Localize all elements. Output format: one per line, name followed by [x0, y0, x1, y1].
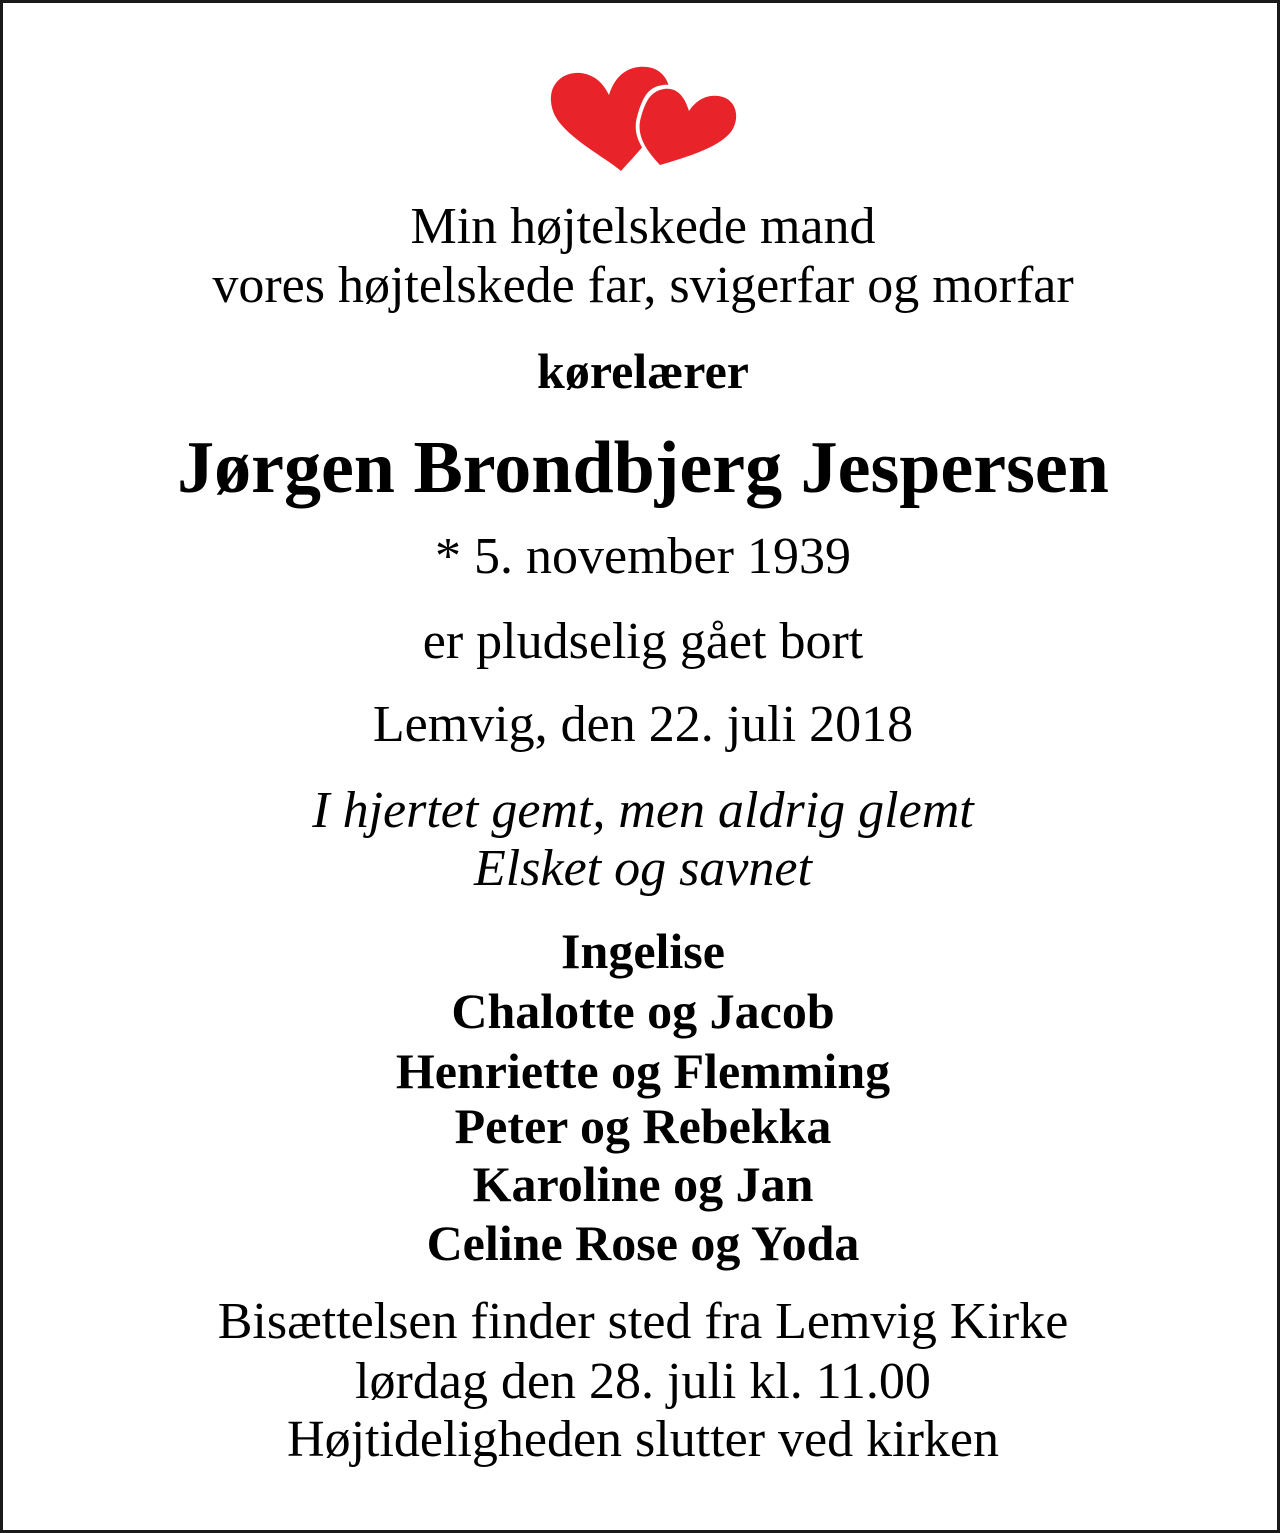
passing-text: er pludselig gået bort [422, 613, 864, 670]
two-hearts-icon [547, 65, 743, 173]
place-and-date: Lemvig, den 22. juli 2018 [372, 696, 914, 753]
funeral-line-3: Højtideligheden slutter ved kirken [287, 1411, 999, 1468]
mourner: Chalotte og Jacob [451, 983, 835, 1039]
intro-line-1: Min højtelskede mand [410, 198, 876, 255]
mourner: Henriette og Flemming [395, 1043, 891, 1099]
mourner: Peter og Rebekka [454, 1098, 832, 1154]
mourner: Celine Rose og Yoda [426, 1215, 860, 1271]
intro-line-2: vores højtelskede far, svigerfar og morfar [212, 257, 1074, 314]
funeral-line-1: Bisættelsen finder sted fra Lemvig Kirke [217, 1293, 1069, 1350]
birth-date: * 5. november 1939 [435, 528, 851, 585]
verse-line-2: Elsket og savnet [474, 840, 812, 897]
deceased-name: Jørgen Brondbjerg Jespersen [177, 427, 1109, 509]
funeral-line-2: lørdag den 28. juli kl. 11.00 [355, 1353, 931, 1410]
occupation: kørelærer [537, 343, 749, 399]
mourner: Ingelise [561, 923, 725, 979]
mourner: Karoline og Jan [472, 1156, 814, 1212]
verse-line-1: I hjertet gemt, men aldrig glemt [312, 782, 974, 839]
